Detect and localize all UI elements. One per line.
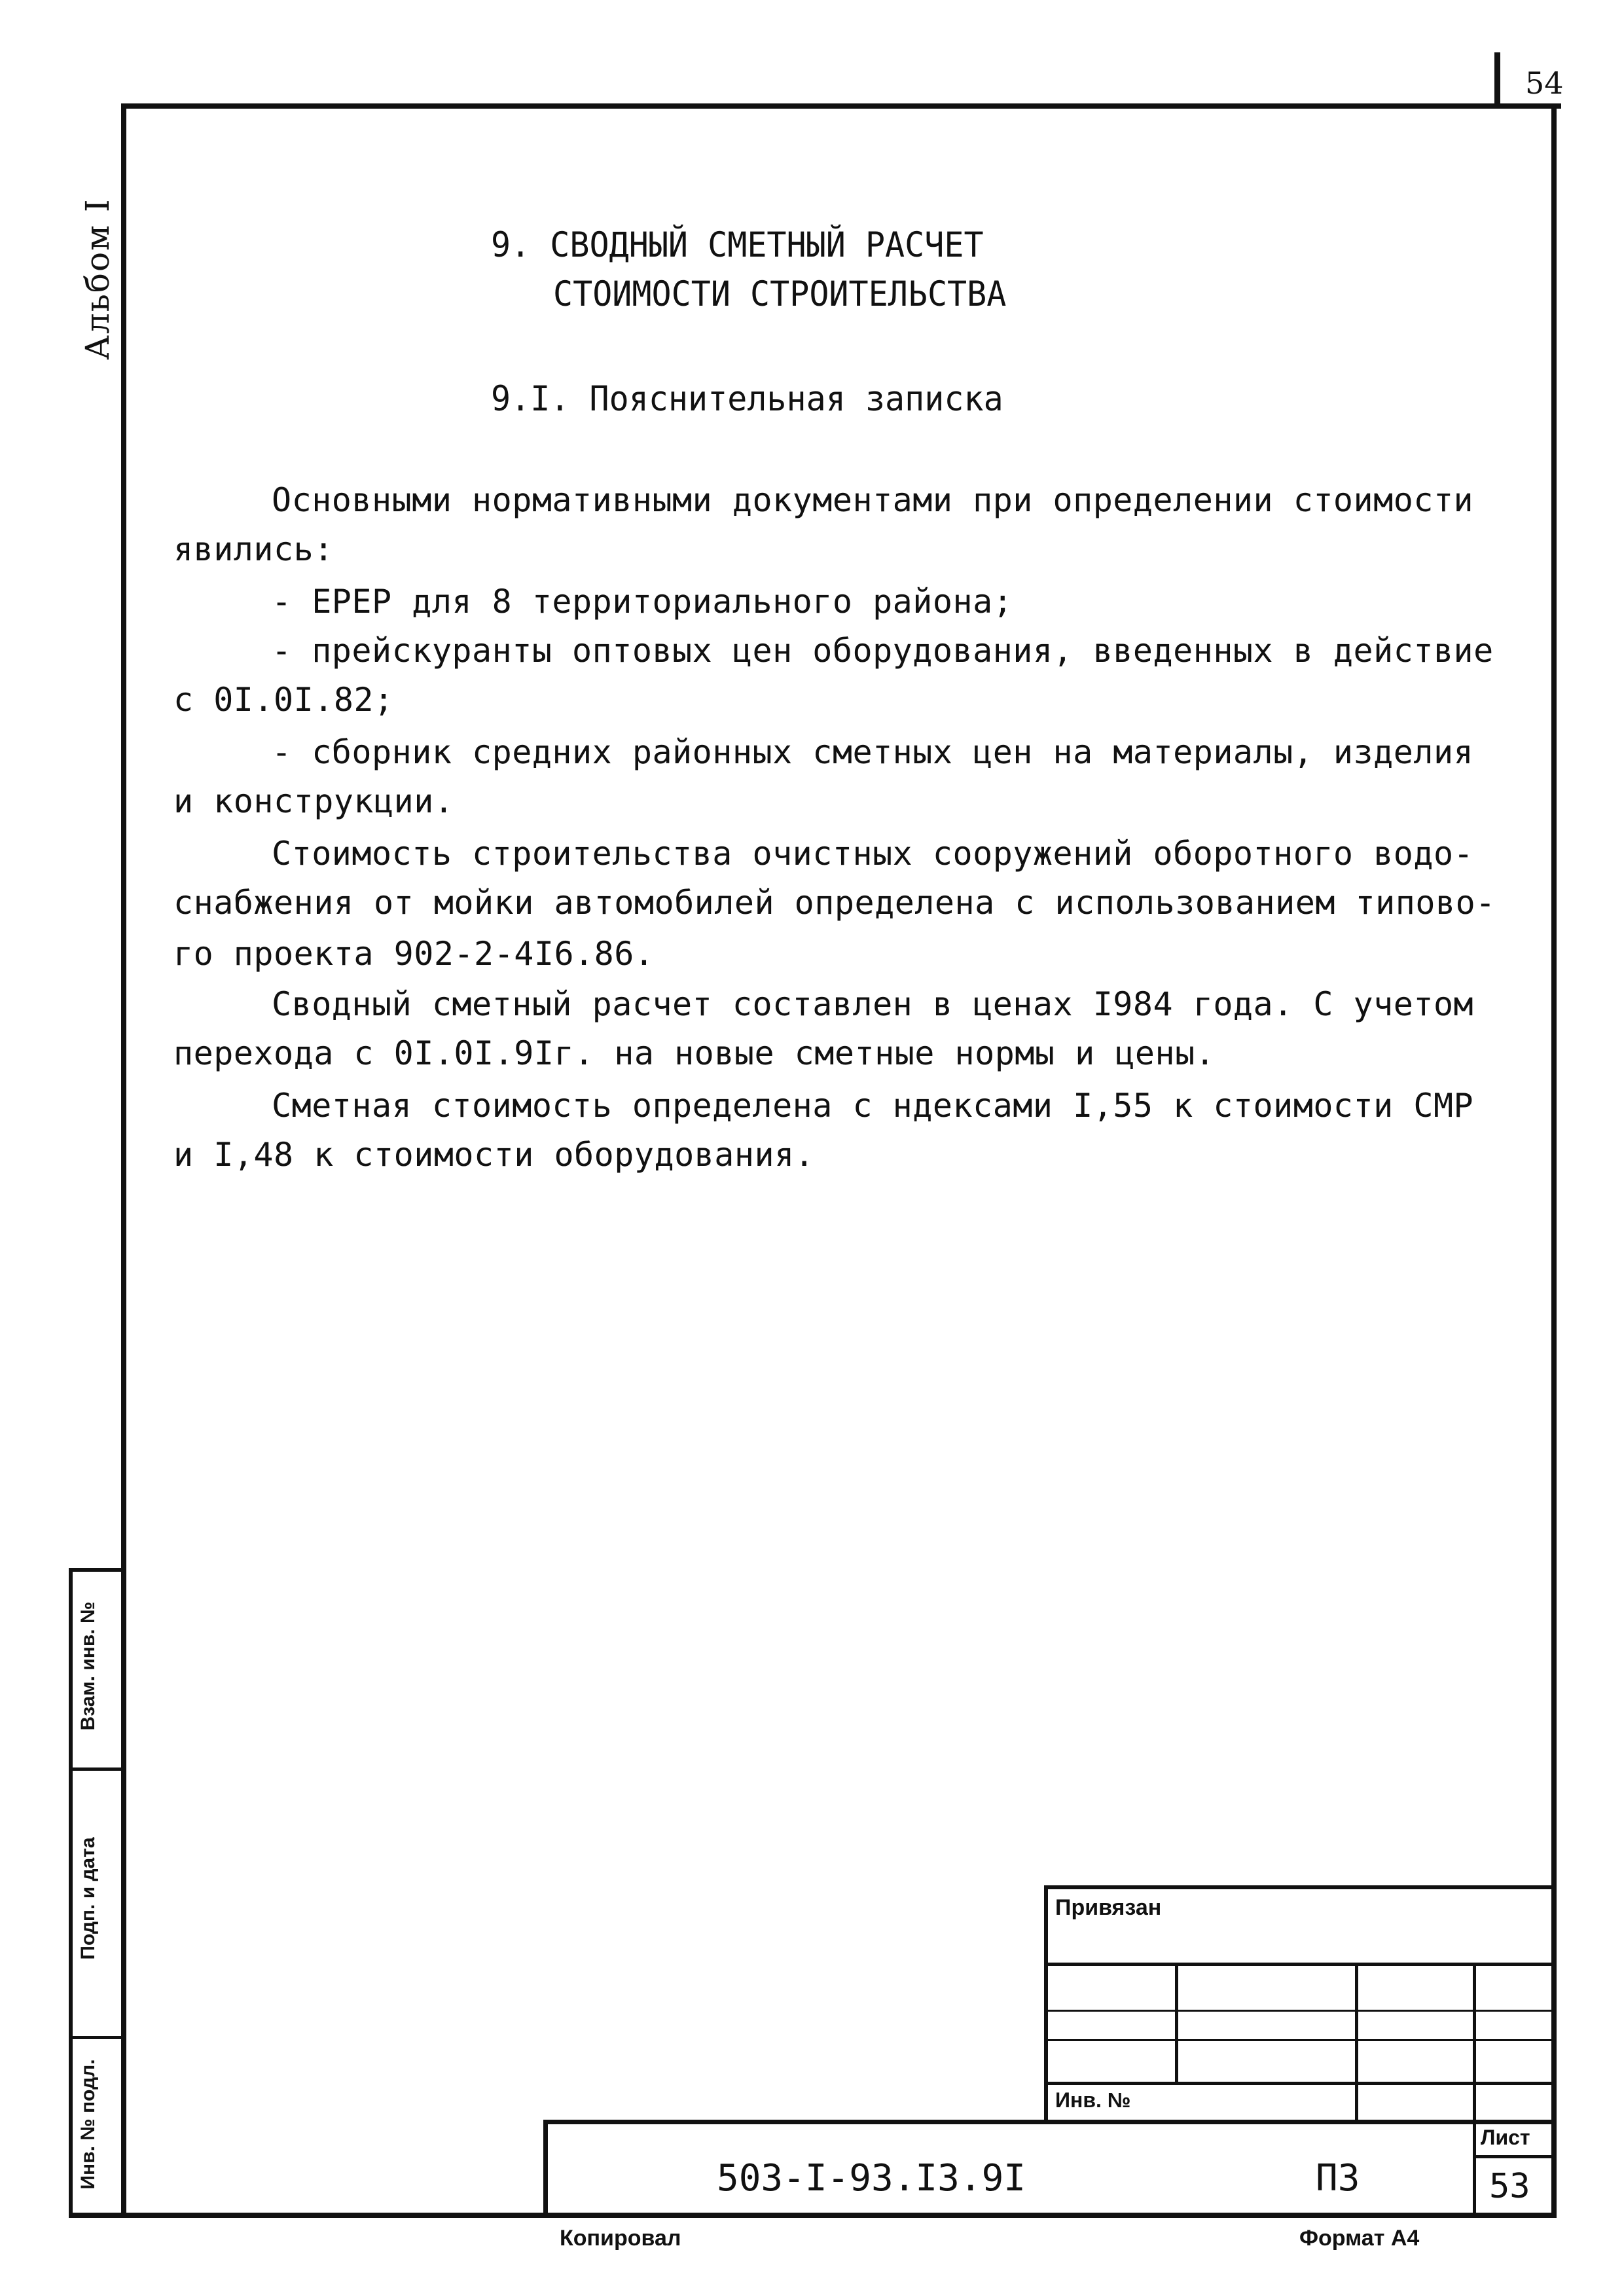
frame-bottom	[69, 2213, 1557, 2218]
frame-top	[121, 103, 1561, 109]
privyazan-label: Привязан	[1055, 1895, 1162, 1920]
body-line: Основными нормативными документами при определении стоимости	[272, 481, 1474, 519]
title-block-col2	[1355, 1963, 1358, 2123]
side-label-vzam-inv: Взам. инв. №	[77, 1601, 99, 1731]
section-title-line2: СТОИМОСТИ СТРОИТЕЛЬСТВА	[553, 274, 1007, 314]
copied-label: Копировал	[560, 2226, 681, 2251]
top-number-divider	[1494, 52, 1500, 106]
body-line: и I,48 к стоимости оборудования.	[173, 1136, 815, 1174]
title-block-top	[1044, 1885, 1555, 1889]
body-line: Сводный сметный расчет составлен в ценах I984 года. С учетом	[272, 985, 1474, 1023]
sheet-label: Лист	[1481, 2126, 1530, 2149]
sheet-cell-divider	[1473, 2155, 1555, 2158]
side-label-inv-podl: Инв. № подл.	[77, 2059, 99, 2190]
body-line: с 0I.0I.82;	[173, 681, 394, 719]
title-block-row2	[1044, 2010, 1555, 2012]
body-line: Стоимость строительства очистных сооружений оборотного водо-	[272, 835, 1474, 873]
title-block-col3	[1473, 1963, 1476, 2218]
album-label: Альбом I	[79, 198, 117, 360]
top-sheet-number: 54	[1525, 65, 1564, 101]
side-stamp-left	[69, 1568, 73, 2218]
title-block-left	[1044, 1885, 1048, 2121]
title-block-row4	[1044, 2082, 1555, 2085]
sheet-number: 53	[1489, 2167, 1530, 2206]
format-label: Формат А4	[1299, 2226, 1420, 2251]
stamp-top	[543, 2120, 1555, 2124]
body-line: перехода с 0I.0I.9Iг. на новые сметные нормы и цены.	[173, 1034, 1216, 1072]
document-type: ПЗ	[1316, 2157, 1360, 2200]
body-line: и конструкции.	[173, 782, 454, 820]
frame-left	[121, 103, 126, 2218]
body-line: снабжения от мойки автомобилей определена с использованием типово-	[173, 884, 1496, 922]
body-line: - ЕРЕР для 8 территориального района;	[272, 583, 1013, 621]
document-code: 503-I-93.I3.9I	[717, 2157, 1026, 2200]
body-line: явились:	[173, 530, 334, 568]
body-line: Сметная стоимость определена с ндексами I,55 к стоимости СМР	[272, 1087, 1474, 1125]
body-line: - сборник средних районных сметных цен на материалы, изделия	[272, 733, 1474, 771]
section-title-line1: 9. СВОДНЫЙ СМЕТНЫЙ РАСЧЕТ	[491, 225, 984, 265]
frame-right	[1551, 103, 1557, 2218]
body-line: - прейскуранты оптовых цен оборудования, введенных в действие	[272, 632, 1494, 670]
title-block-row1	[1044, 1963, 1555, 1966]
subsection-title: 9.I. Пояснительная записка	[491, 378, 1003, 419]
inv-no-label: Инв. №	[1055, 2088, 1131, 2112]
body-line: го проекта 902-2-4I6.86.	[173, 935, 655, 973]
title-block-col1	[1175, 1963, 1178, 2085]
side-label-podp-data: Подп. и дата	[77, 1837, 99, 1960]
title-block-row3	[1044, 2039, 1555, 2041]
stamp-left	[543, 2120, 548, 2218]
